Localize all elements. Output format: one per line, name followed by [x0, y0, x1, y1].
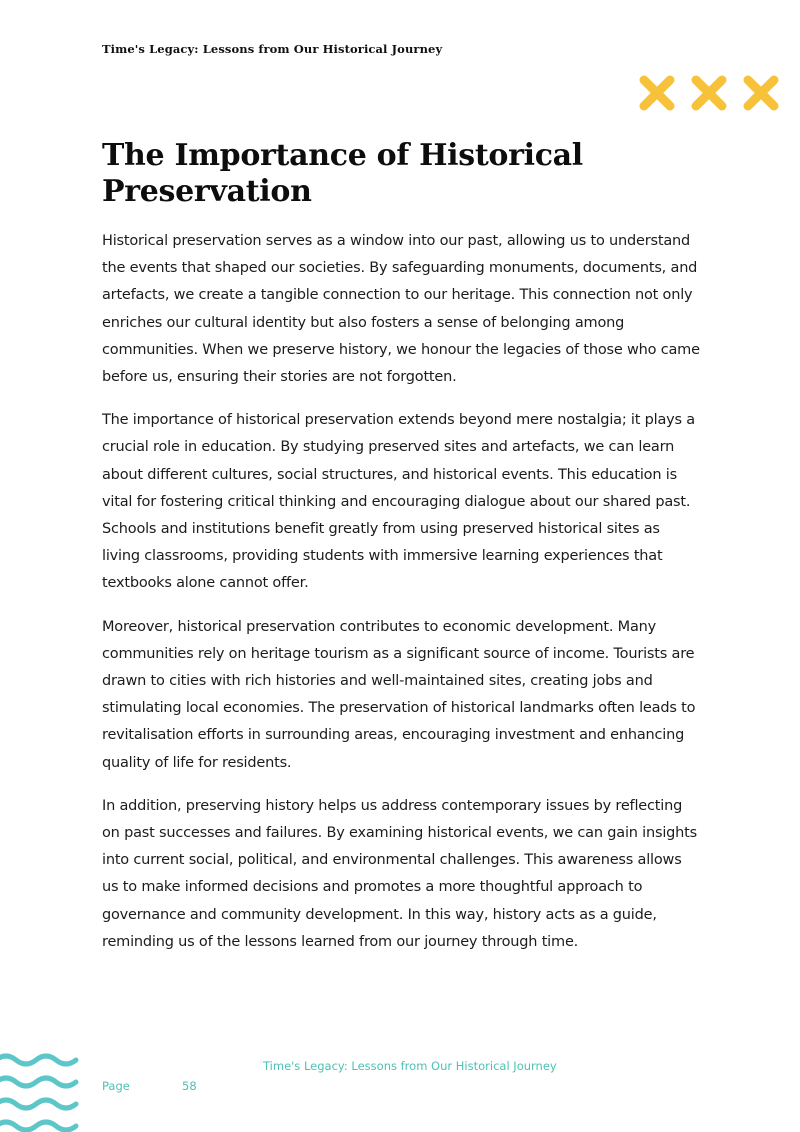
paragraph: The importance of historical preservation extends beyond mere nostalgia; it plays a crucial role in education. By studying preserved sites and artefacts, we can learn about different cultures, social structures, and historical events. This education is vital for fostering critical thinking and encouraging dialogue about our shared past. Schools and institutions benefit greatly from using preserved historical sites as living classrooms, providing students with immersive learning experiences that textbooks alone cannot offer.: [102, 412, 695, 592]
x-mark-icon: [638, 74, 676, 112]
paragraph: Moreover, historical preservation contributes to economic development. Many communities rely on heritage tourism as a significant source of income. Tourists are drawn to cities with rich histories and well-maintained sites, creating jobs and stimulating local economies. The preservation of historical landmarks often leads to revitalisation efforts in surrounding areas, encouraging investment and enhancing quality of life for residents.: [102, 618, 696, 771]
x-mark-icon: [690, 74, 728, 112]
x-marks-decoration: [638, 74, 780, 112]
x-mark-icon: [742, 74, 780, 112]
article-body: [102, 228, 702, 972]
wave-pattern-icon: [0, 1050, 84, 1132]
footer-page-number: 58: [182, 1079, 197, 1093]
paragraph: Historical preservation serves as a window into our past, allowing us to understand the events that shaped our societies. By safeguarding monuments, documents, and artefacts, we create a tangible connection to our heritage. This connection not only enriches our cultural identity but also fosters a sense of belonging among communities. When we preserve history, we honour the legacies of those who came before us, ensuring their stories are not forgotten.: [102, 233, 700, 386]
paragraph: In addition, preserving history helps us address contemporary issues by reflecting on past successes and failures. By examining historical events, we can gain insights into current social, political, and environmental challenges. This awareness allows us to make informed decisions and promotes a more thoughtful approach to governance and community development. In this way, history acts as a guide, reminding us of the lessons learned from our journey through time.: [102, 797, 698, 950]
footer-page-label: Page: [102, 1079, 130, 1093]
page-title: The Importance of Historical Preservation: [102, 138, 583, 209]
running-header: Time's Legacy: Lessons from Our Historical Journey: [102, 42, 443, 56]
footer-title: Time's Legacy: Lessons from Our Historical Journey: [263, 1059, 557, 1073]
